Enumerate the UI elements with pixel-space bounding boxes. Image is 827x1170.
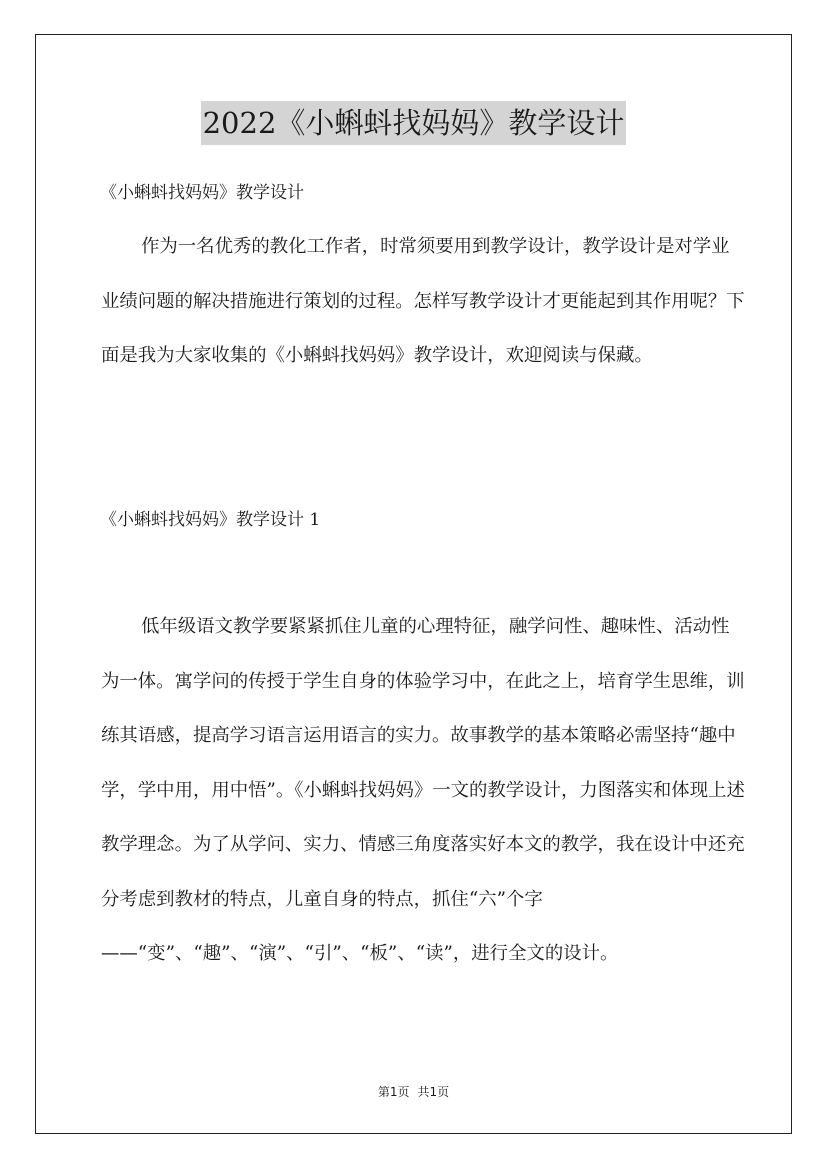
document-title: 2022《小蝌蚪找妈妈》教学设计 bbox=[201, 101, 627, 145]
document-title-wrapper bbox=[0, 100, 827, 145]
subheading-design: 《小蝌蚪找妈妈》教学设计 bbox=[100, 183, 304, 203]
page-number: 第1页 bbox=[377, 1085, 410, 1099]
page-total: 共1页 bbox=[417, 1085, 450, 1099]
intro-paragraph: 作为一名优秀的教化工作者，时常须要用到教学设计，教学设计是对学业业绩问题的解决措施进行策划的过程。怎样写教学设计才更能起到其作用呢？下面是我为大家收集的《小蝌蚪找妈妈》教学设计，欢迎阅读与保藏。 bbox=[101, 236, 745, 366]
subheading-design-1: 《小蝌蚪找妈妈》教学设计 1 bbox=[100, 510, 321, 530]
page-footer bbox=[0, 1082, 827, 1102]
body-paragraph: 低年级语文教学要紧紧抓住儿童的心理特征，融学问性、趣味性、活动性为一体。寓学问的传授于学生自身的体验学习中，在此之上，培育学生思维，训练其语感，提高学习语言运用语言的实力。故事教学的基本策略必需坚持“趣中学，学中用，用中悟”。《小蝌蚪找妈妈》一文的教学设计，力图落实和体现上述教学理念。为了从学问、实力、情感三角度落实好本文的教学，我在设计中还充分考虑到教材的特点，儿童自身的特点，抓住“六”个字——“变”、“趣”、“演”、“引”、“板”、“读”，进行全文的设计。 bbox=[101, 616, 745, 964]
